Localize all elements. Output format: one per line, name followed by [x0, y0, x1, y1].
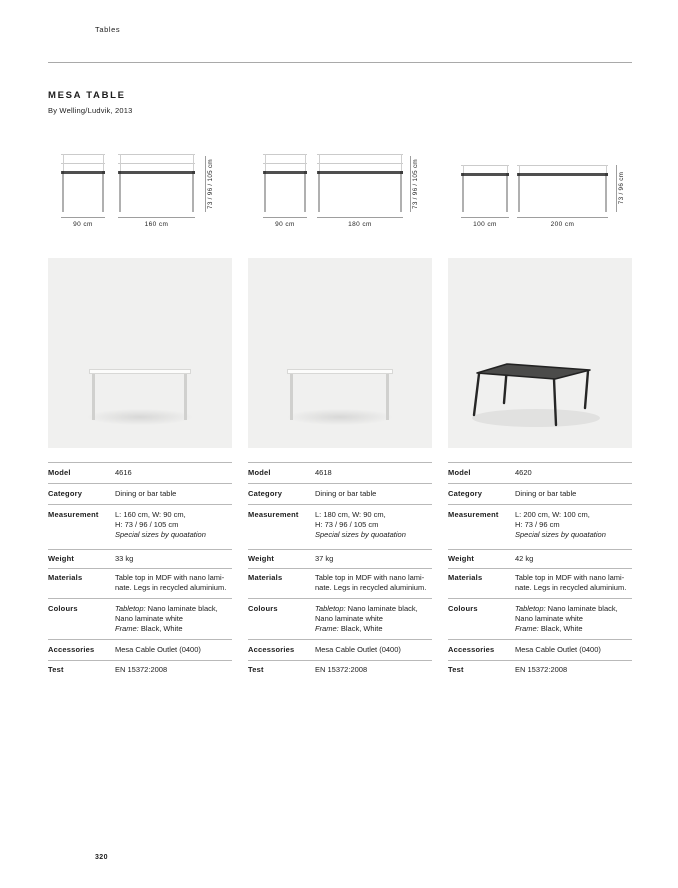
table-leg-line	[400, 174, 402, 213]
tabletop-line	[461, 173, 509, 176]
spec-label: Materials	[48, 573, 83, 582]
tabletop-value: Nano laminate black,	[545, 604, 618, 613]
table-side-drawing-large	[118, 154, 195, 212]
white-table-top	[89, 369, 191, 374]
spec-row-colours	[48, 598, 232, 639]
tabletop-line	[118, 171, 195, 174]
spec-row-accessories	[48, 639, 232, 660]
height-96-line	[317, 163, 403, 164]
materials-line: nate. Legs in recycled aluminium.	[315, 583, 427, 592]
white-table-leg	[290, 374, 293, 420]
header-divider	[48, 62, 632, 63]
height-96-line	[461, 165, 509, 166]
width-dimension-line	[61, 217, 105, 218]
tabletop-line	[263, 171, 307, 174]
tabletop-line	[517, 173, 608, 176]
table-leg-line	[304, 174, 306, 213]
spec-value	[115, 604, 232, 634]
colours-line: Nano laminate white	[115, 614, 183, 623]
spec-row-materials	[448, 568, 632, 598]
height-105-line	[118, 154, 195, 155]
table-leg-line	[192, 174, 194, 213]
table-side-drawing-large	[317, 154, 403, 212]
spec-row-test	[448, 660, 632, 677]
materials-line: Table top in MDF with nano lami-	[515, 573, 625, 582]
spec-label: Accessories	[248, 645, 295, 654]
table-side-drawing-large	[517, 165, 608, 212]
product-column-4620	[448, 154, 632, 677]
height-105-line	[317, 154, 403, 155]
white-table-leg	[92, 374, 95, 420]
measurement-line: L: 180 cm, W: 90 cm,	[315, 510, 386, 519]
spec-label: Accessories	[48, 645, 95, 654]
spec-label: Measurement	[48, 510, 99, 519]
table-leg-line	[462, 176, 464, 213]
tabletop-line	[61, 171, 105, 174]
spec-value: EN 15372:2008	[515, 665, 568, 674]
spec-value: EN 15372:2008	[315, 665, 368, 674]
frame-label: Frame:	[515, 624, 539, 633]
spec-row-model	[448, 462, 632, 483]
table-side-drawing-small	[461, 165, 509, 212]
spec-value	[315, 510, 432, 540]
spec-value: Mesa Cable Outlet (0400)	[515, 645, 601, 654]
frame-line	[63, 154, 64, 171]
spec-row-accessories	[448, 639, 632, 660]
spec-row-category	[248, 483, 432, 504]
colours-line	[315, 604, 432, 614]
product-column-4616	[48, 154, 232, 677]
materials-line: Table top in MDF with nano lami-	[315, 573, 425, 582]
spec-value: Dining or bar table	[315, 489, 377, 498]
colours-line	[515, 624, 632, 634]
table-leg-line	[119, 174, 121, 213]
tabletop-line	[317, 171, 403, 174]
tabletop-label: Tabletop:	[315, 604, 346, 613]
tabletop-value: Nano laminate black,	[145, 604, 218, 613]
spec-row-accessories	[248, 639, 432, 660]
spec-value: 4618	[315, 468, 332, 477]
spec-row-weight	[448, 549, 632, 568]
spec-table	[248, 462, 432, 677]
spec-value: Dining or bar table	[115, 489, 177, 498]
frame-label: Frame:	[115, 624, 139, 633]
product-image	[48, 258, 232, 448]
spec-value: 4620	[515, 468, 532, 477]
measurement-note: Special sizes by quoatation	[315, 530, 406, 539]
product-image	[248, 258, 432, 448]
spec-value: EN 15372:2008	[115, 665, 168, 674]
height-96-line	[61, 163, 105, 164]
table-leg-line	[102, 174, 104, 213]
width-dimension-line	[263, 217, 307, 218]
dimension-drawing	[48, 154, 232, 232]
table-side-drawing-small	[61, 154, 105, 212]
product-image	[448, 258, 632, 448]
spec-row-colours	[448, 598, 632, 639]
measurement-line: H: 73 / 96 cm	[515, 520, 560, 529]
frame-line	[193, 154, 194, 171]
spec-label: Materials	[448, 573, 483, 582]
designer-credit: By Welling/Ludvik, 2013	[48, 106, 133, 115]
spec-label: Category	[248, 489, 283, 498]
table-leg-line	[318, 174, 320, 213]
spec-row-model	[248, 462, 432, 483]
height-dimension-line	[410, 156, 411, 212]
dimension-drawing	[248, 154, 432, 232]
spec-row-materials	[48, 568, 232, 598]
tabletop-label: Tabletop:	[115, 604, 146, 613]
frame-value: Black, White	[538, 624, 583, 633]
spec-row-materials	[248, 568, 432, 598]
product-column-4618	[248, 154, 432, 677]
spec-label: Model	[448, 468, 471, 477]
spec-value: Mesa Cable Outlet (0400)	[315, 645, 401, 654]
width-dimension-line	[118, 217, 195, 218]
section-label: Tables	[95, 25, 121, 34]
page-number: 320	[95, 854, 108, 861]
table-leg-line	[506, 176, 508, 213]
tabletop-value: Nano laminate black,	[345, 604, 418, 613]
colours-line: Nano laminate white	[315, 614, 383, 623]
table-leg-line	[518, 176, 520, 213]
spec-label: Weight	[448, 554, 475, 563]
spec-value	[515, 604, 632, 634]
spec-label: Test	[448, 665, 464, 674]
spec-row-colours	[248, 598, 432, 639]
white-table-leg	[184, 374, 187, 420]
spec-label: Measurement	[448, 510, 499, 519]
width-dimension-line	[461, 217, 509, 218]
measurement-line: L: 160 cm, W: 90 cm,	[115, 510, 186, 519]
spec-table	[448, 462, 632, 677]
frame-line	[305, 154, 306, 171]
materials-line: nate. Legs in recycled aluminium.	[515, 583, 627, 592]
spec-row-category	[48, 483, 232, 504]
spec-value	[115, 573, 232, 593]
spec-label: Category	[448, 489, 483, 498]
height-label: 73 / 96 / 105 cm	[207, 159, 214, 209]
measurement-line: H: 73 / 96 / 105 cm	[315, 520, 379, 529]
table-shadow	[82, 408, 198, 426]
frame-line	[319, 154, 320, 171]
colours-line	[315, 624, 432, 634]
frame-line	[265, 154, 266, 171]
white-table-top	[287, 369, 393, 374]
spec-label: Category	[48, 489, 83, 498]
height-label: 73 / 96 cm	[618, 171, 625, 205]
spec-label: Weight	[48, 554, 75, 563]
measurement-line: L: 200 cm, W: 100 cm,	[515, 510, 590, 519]
height-105-line	[263, 154, 307, 155]
spec-value: Mesa Cable Outlet (0400)	[115, 645, 201, 654]
spec-row-measurement	[448, 504, 632, 549]
spec-label: Colours	[448, 604, 478, 613]
materials-line: nate. Legs in recycled aluminium.	[115, 583, 227, 592]
spec-table	[48, 462, 232, 677]
table-shadow	[282, 408, 398, 426]
frame-line	[120, 154, 121, 171]
colours-line	[515, 604, 632, 614]
spec-value	[515, 510, 632, 540]
spec-value: Dining or bar table	[515, 489, 577, 498]
width-label-large: 180 cm	[348, 221, 372, 228]
dimension-drawing	[448, 154, 632, 232]
width-label-large: 200 cm	[550, 221, 575, 228]
width-label-large: 160 cm	[144, 221, 169, 228]
width-label-small: 90 cm	[275, 221, 295, 228]
spec-value	[315, 604, 432, 634]
width-label-small: 90 cm	[73, 221, 93, 228]
spec-row-model	[48, 462, 232, 483]
frame-value: Black, White	[338, 624, 383, 633]
colours-line: Nano laminate white	[515, 614, 583, 623]
height-dimension-line	[205, 156, 206, 212]
measurement-note: Special sizes by quoatation	[515, 530, 606, 539]
spec-label: Model	[248, 468, 271, 477]
height-96-line	[517, 165, 608, 166]
spec-label: Colours	[248, 604, 278, 613]
spec-value	[315, 573, 432, 593]
height-dimension-line	[616, 165, 617, 212]
width-label-small: 100 cm	[473, 221, 497, 228]
spec-label: Model	[48, 468, 71, 477]
colours-line	[115, 604, 232, 614]
height-96-line	[263, 163, 307, 164]
height-label: 73 / 96 / 105 cm	[412, 159, 419, 209]
spec-row-weight	[48, 549, 232, 568]
spec-value: 42 kg	[515, 554, 534, 563]
spec-value: 33 kg	[115, 554, 134, 563]
spec-row-category	[448, 483, 632, 504]
height-96-line	[118, 163, 195, 164]
spec-label: Test	[48, 665, 64, 674]
spec-row-test	[248, 660, 432, 677]
measurement-line: H: 73 / 96 / 105 cm	[115, 520, 179, 529]
height-105-line	[61, 154, 105, 155]
spec-row-weight	[248, 549, 432, 568]
spec-value	[115, 510, 232, 540]
spec-label: Test	[248, 665, 264, 674]
spec-row-measurement	[248, 504, 432, 549]
black-table-graphic	[448, 258, 632, 448]
table-leg-line	[264, 174, 266, 213]
spec-value	[515, 573, 632, 593]
frame-value: Black, White	[138, 624, 183, 633]
spec-value: 37 kg	[315, 554, 334, 563]
table-leg-line	[605, 176, 607, 213]
page-title: MESA TABLE	[48, 90, 126, 101]
spec-row-measurement	[48, 504, 232, 549]
spec-label: Weight	[248, 554, 275, 563]
spec-label: Accessories	[448, 645, 495, 654]
spec-label: Colours	[48, 604, 78, 613]
spec-label: Materials	[248, 573, 283, 582]
spec-row-test	[48, 660, 232, 677]
table-side-drawing-small	[263, 154, 307, 212]
measurement-note: Special sizes by quoatation	[115, 530, 206, 539]
spec-value: 4616	[115, 468, 132, 477]
frame-line	[103, 154, 104, 171]
white-table-leg	[386, 374, 389, 420]
colours-line	[115, 624, 232, 634]
frame-line	[401, 154, 402, 171]
table-leg-line	[62, 174, 64, 213]
tabletop-label: Tabletop:	[515, 604, 546, 613]
spec-label: Measurement	[248, 510, 299, 519]
product-columns	[48, 154, 632, 677]
frame-label: Frame:	[315, 624, 339, 633]
width-dimension-line	[317, 217, 403, 218]
width-dimension-line	[517, 217, 608, 218]
materials-line: Table top in MDF with nano lami-	[115, 573, 225, 582]
